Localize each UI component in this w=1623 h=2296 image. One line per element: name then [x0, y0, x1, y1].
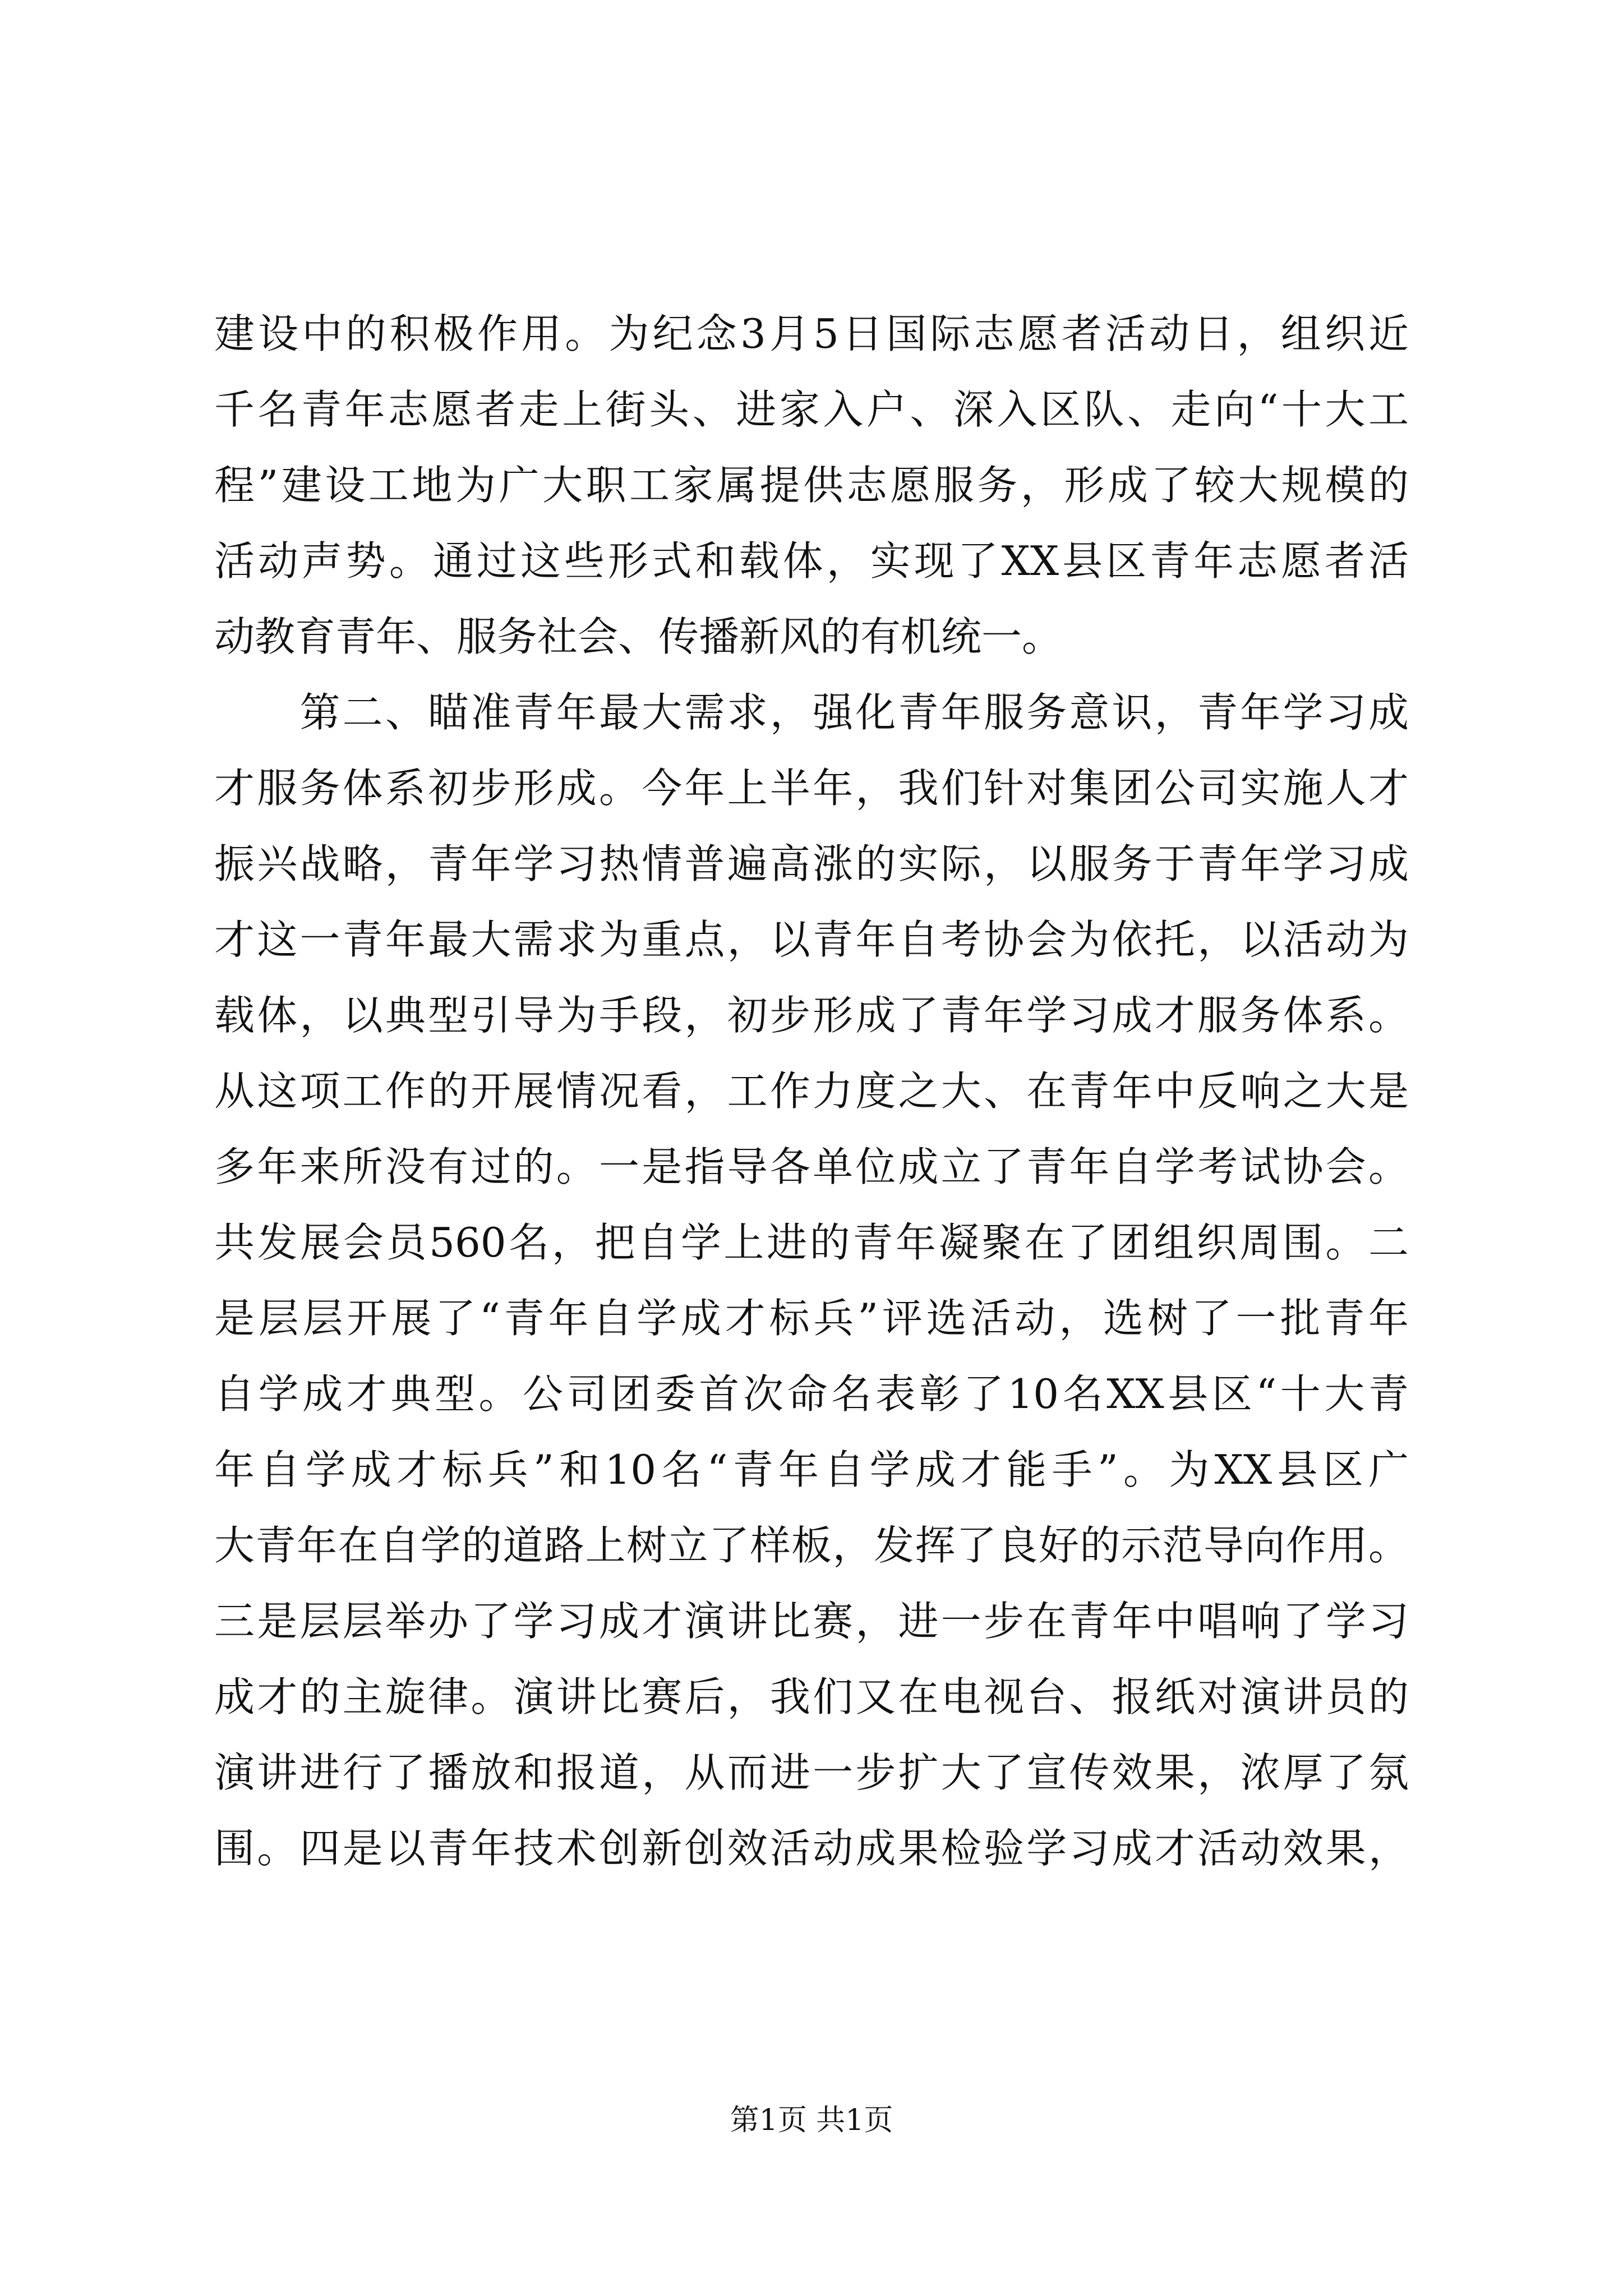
text-line: 程”建设工地为广大职工家属提供志愿服务，形成了较大规模的	[214, 462, 1409, 509]
text-line: 从这项工作的开展情况看，工作力度之大、在青年中反响之大是	[214, 1068, 1409, 1115]
text-line: 第二、瞄准青年最大需求，强化青年服务意识，青年学习成	[214, 689, 1409, 736]
text-line: 年自学成才标兵”和10名“青年自学成才能手”。为XX县区广	[214, 1446, 1409, 1493]
text-line: 演讲进行了播放和报道，从而进一步扩大了宣传效果，浓厚了氛	[214, 1749, 1409, 1796]
text-line: 活动声势。通过这些形式和载体，实现了XX县区青年志愿者活	[214, 537, 1409, 585]
text-line: 建设中的积极作用。为纪念3月5日国际志愿者活动日，组织近	[214, 310, 1409, 357]
text-line: 成才的主旋律。演讲比赛后，我们又在电视台、报纸对演讲员的	[214, 1673, 1409, 1720]
text-line: 是层层开展了“青年自学成才标兵”评选活动，选树了一批青年	[214, 1295, 1409, 1342]
text-line: 千名青年志愿者走上街头、进家入户、深入区队、走向“十大工	[214, 386, 1409, 433]
text-line: 三是层层举办了学习成才演讲比赛，进一步在青年中唱响了学习	[214, 1598, 1409, 1645]
text-line: 才服务体系初步形成。今年上半年，我们针对集团公司实施人才	[214, 765, 1409, 812]
text-line: 振兴战略，青年学习热情普遍高涨的实际，以服务于青年学习成	[214, 840, 1409, 887]
text-line: 共发展会员560名，把自学上进的青年凝聚在了团组织周围。二	[214, 1219, 1409, 1266]
text-line: 围。四是以青年技术创新创效活动成果检验学习成才活动效果，	[214, 1825, 1409, 1872]
text-line: 载体，以典型引导为手段，初步形成了青年学习成才服务体系。	[214, 992, 1409, 1039]
page-footer	[0, 2098, 1623, 2143]
text-line: 动教育青年、服务社会、传播新风的有机统一。	[214, 613, 1063, 660]
text-line: 大青年在自学的道路上树立了样板，发挥了良好的示范导向作用。	[214, 1522, 1409, 1569]
text-line: 才这一青年最大需求为重点，以青年自考协会为依托，以活动为	[214, 916, 1409, 963]
document-body	[214, 296, 1409, 1887]
text-line: 多年来所没有过的。一是指导各单位成立了青年自学考试协会。	[214, 1143, 1409, 1190]
text-line: 自学成才典型。公司团委首次命名表彰了10名XX县区“十大青	[214, 1370, 1409, 1418]
page-number: 第1页 共1页	[730, 2104, 893, 2137]
